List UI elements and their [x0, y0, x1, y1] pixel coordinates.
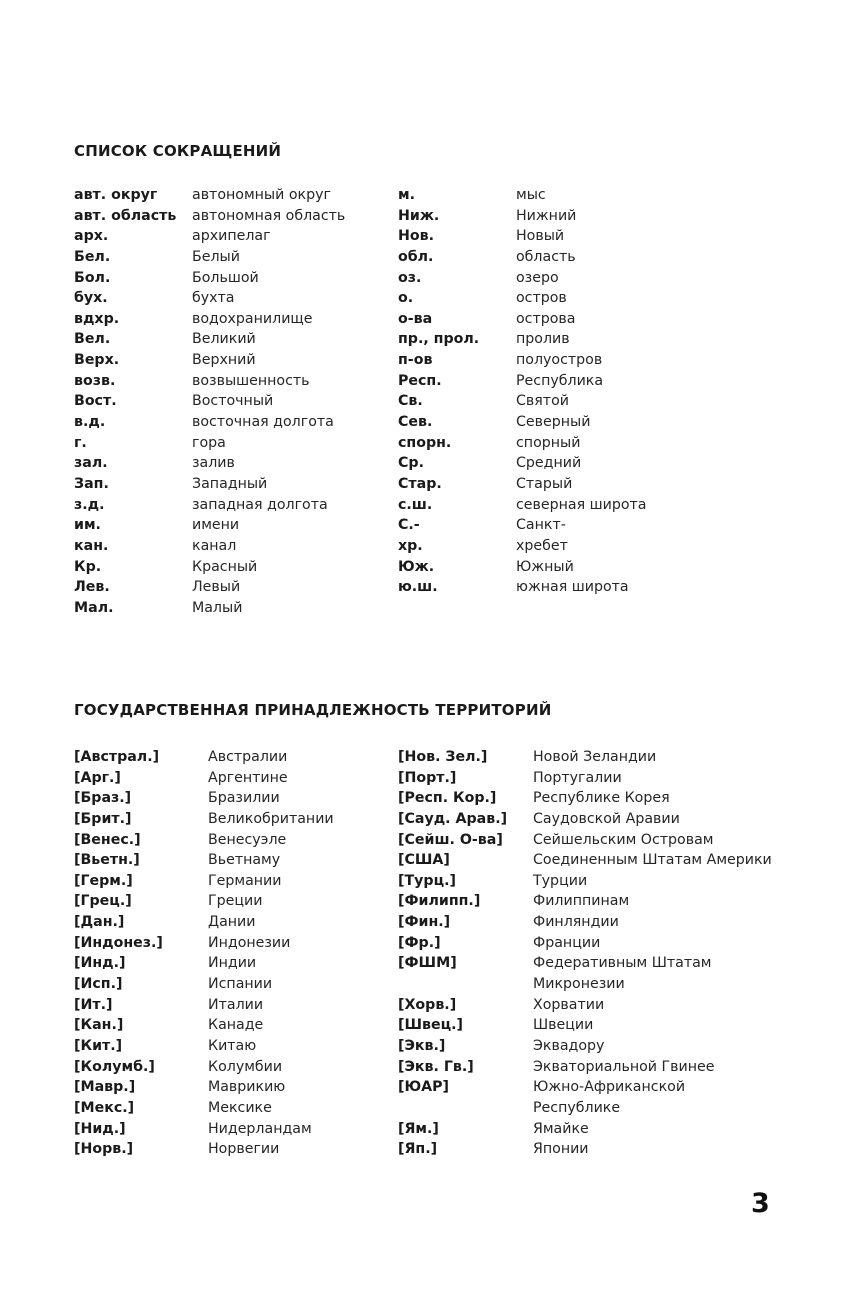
abbreviation: п-ов [398, 352, 433, 369]
territories-heading: ГОСУДАРСТВЕННАЯ ПРИНАДЛЕЖНОСТЬ ТЕРРИТОРИЙ [74, 701, 552, 719]
abbreviation-meaning: Индии [208, 955, 257, 972]
abbreviation-meaning: Германии [208, 872, 282, 889]
abbreviation-meaning: Федеративным Штатам [533, 955, 712, 972]
abbreviation-meaning: Старый [516, 475, 573, 492]
list-item [74, 1119, 394, 1140]
list-item [74, 247, 394, 268]
list-item [74, 226, 394, 247]
abbreviation: [Браз.] [74, 790, 132, 807]
abbreviation-meaning: южная широта [516, 579, 629, 596]
list-item [398, 1036, 818, 1057]
list-item [74, 371, 394, 392]
abbreviation-meaning: Белый [192, 248, 240, 265]
abbreviation: арх. [74, 228, 109, 245]
abbreviation-meaning: Южный [516, 558, 574, 575]
list-item [74, 598, 394, 619]
abbreviation-meaning: Дании [208, 914, 256, 931]
list-item [398, 350, 738, 371]
abbreviation: [Нов. Зел.] [398, 749, 488, 765]
abbreviation-meaning: Финляндии [533, 914, 619, 931]
list-item [74, 474, 394, 495]
abbreviation-meaning: Малый [192, 599, 243, 616]
abbreviation-meaning: Средний [516, 455, 582, 472]
abbreviation: [Нид.] [74, 1120, 126, 1137]
abbreviation-meaning: Греции [208, 893, 263, 910]
abbreviation-meaning: Верхний [192, 352, 256, 369]
list-item [398, 206, 738, 227]
abbreviation: [Ит.] [74, 996, 113, 1013]
list-item [398, 515, 738, 536]
abbreviation-meaning: имени [192, 517, 240, 534]
list-item [74, 1098, 394, 1119]
abbreviation: [Арг.] [74, 769, 121, 786]
abbreviation-meaning: гора [192, 434, 226, 451]
list-item [398, 830, 818, 851]
list-item [398, 412, 738, 433]
abbreviation: [Индонез.] [74, 934, 163, 951]
abbreviation-meaning: Канаде [208, 1017, 264, 1034]
abbreviation-meaning: Индонезии [208, 934, 291, 951]
abbreviation: [Брит.] [74, 810, 132, 827]
abbreviation: Вел. [74, 331, 111, 348]
abbreviation: [Филипп.] [398, 893, 481, 910]
abbreviation: [Сейш. О-ва] [398, 831, 503, 848]
abbreviation: С.- [398, 517, 420, 534]
abbreviation: [Фр.] [398, 934, 441, 951]
list-item [74, 747, 394, 768]
abbreviation-meaning: залив [192, 455, 235, 472]
abbreviation-meaning: Сейшельским Островам [533, 831, 714, 848]
abbreviation-meaning: возвышенность [192, 372, 310, 389]
list-item [398, 433, 738, 454]
abbreviation-meaning: канал [192, 537, 237, 554]
list-item [74, 933, 394, 954]
abbreviation-meaning: остров [516, 290, 567, 307]
list-item [74, 809, 394, 830]
abbreviation-meaning: Японии [533, 1141, 589, 1158]
abbreviation: зал. [74, 455, 108, 472]
abbreviation: Сев. [398, 414, 433, 431]
abbreviation-meaning: бухта [192, 290, 235, 307]
list-item [398, 1077, 818, 1098]
list-item [398, 474, 738, 495]
abbreviation-meaning: Южно-Африканской [533, 1079, 686, 1096]
list-item [398, 1139, 818, 1160]
list-item [74, 412, 394, 433]
abbreviation: [Яп.] [398, 1141, 438, 1158]
abbreviation: ю.ш. [398, 579, 438, 596]
list-item [74, 433, 394, 454]
abbreviations-list-right [398, 185, 738, 598]
abbreviation: Бел. [74, 248, 111, 265]
abbreviation-meaning: Китаю [208, 1037, 257, 1054]
abbreviation: [Норв.] [74, 1141, 134, 1158]
list-item [398, 891, 818, 912]
abbreviation: [Герм.] [74, 872, 133, 889]
abbreviation: бух. [74, 290, 108, 307]
list-item [74, 391, 394, 412]
abbreviation: з.д. [74, 496, 105, 513]
list-item [74, 309, 394, 330]
abbreviation: [Венес.] [74, 831, 141, 848]
abbreviation: вдхр. [74, 310, 120, 327]
list-item [398, 309, 738, 330]
abbreviation: им. [74, 517, 101, 534]
abbreviation-meaning: Республике Корея [533, 790, 670, 807]
abbreviation-meaning: хребет [516, 537, 568, 554]
abbreviation: [Турц.] [398, 872, 456, 889]
abbreviation-meaning: Мексике [208, 1099, 272, 1116]
abbreviation-meaning: Великий [192, 331, 256, 348]
abbreviation-meaning: озеро [516, 269, 559, 286]
abbreviation-meaning: Новый [516, 228, 565, 245]
abbreviation-meaning: область [516, 248, 576, 265]
list-item [398, 371, 738, 392]
abbreviation-meaning: Австралии [208, 749, 288, 765]
abbreviation: Нов. [398, 228, 434, 245]
abbreviation-meaning: Микронезии [533, 976, 625, 993]
abbreviation-meaning: Колумбии [208, 1058, 283, 1075]
list-item [398, 995, 818, 1016]
abbreviation: г. [74, 434, 87, 451]
abbreviation: пр., прол. [398, 331, 480, 348]
list-item [74, 1036, 394, 1057]
abbreviation-meaning: Левый [192, 579, 241, 596]
abbreviation-meaning: Маврикию [208, 1079, 286, 1096]
abbreviation-meaning: Испании [208, 976, 273, 993]
list-item [398, 912, 818, 933]
abbreviation-meaning: мыс [516, 187, 546, 203]
abbreviation-meaning: архипелаг [192, 228, 271, 245]
list-item [398, 809, 818, 830]
page-number: 3 [751, 1188, 770, 1219]
list-item [74, 495, 394, 516]
abbreviation: Юж. [398, 558, 435, 575]
abbreviation: [Экв.] [398, 1037, 446, 1054]
abbreviation: [Сауд. Арав.] [398, 810, 508, 827]
abbreviation-meaning: Санкт- [516, 517, 566, 534]
abbreviation: о. [398, 290, 414, 307]
list-item [398, 871, 818, 892]
abbreviation-meaning: пролив [516, 331, 570, 348]
abbreviation: оз. [398, 269, 422, 286]
list-item [74, 185, 394, 206]
abbreviation: Ср. [398, 455, 424, 472]
abbreviation: авт. округ [74, 187, 158, 203]
list-item [398, 1015, 818, 1036]
abbreviations-heading: СПИСОК СОКРАЩЕНИЙ [74, 142, 282, 160]
list-item [398, 557, 738, 578]
abbreviation-meaning: Филиппинам [533, 893, 630, 910]
list-item [74, 1139, 394, 1160]
list-item [74, 557, 394, 578]
list-item [398, 268, 738, 289]
abbreviation-meaning: северная широта [516, 496, 647, 513]
abbreviation: [Кит.] [74, 1037, 123, 1054]
abbreviation: Мал. [74, 599, 114, 616]
abbreviation: Респ. [398, 372, 442, 389]
abbreviation-meaning: Соединенным Штатам Америки [533, 852, 772, 869]
abbreviation-meaning: Республике [533, 1099, 621, 1116]
abbreviation: спорн. [398, 434, 452, 451]
abbreviation: Бол. [74, 269, 111, 286]
abbreviation-meaning: Западный [192, 475, 268, 492]
abbreviation-meaning: Красный [192, 558, 258, 575]
list-item [74, 1057, 394, 1078]
abbreviation-meaning: Швеции [533, 1017, 594, 1034]
abbreviation-meaning: Экваториальной Гвинее [533, 1058, 715, 1075]
abbreviation: [Ям.] [398, 1120, 439, 1137]
abbreviation: хр. [398, 537, 423, 554]
list-item [398, 747, 818, 768]
abbreviation: м. [398, 187, 415, 203]
abbreviation-meaning: Франции [533, 934, 601, 951]
abbreviation: Св. [398, 393, 423, 410]
abbreviation-meaning: западная долгота [192, 496, 328, 513]
abbreviations-list-left [74, 185, 394, 618]
abbreviation: Ниж. [398, 207, 440, 224]
abbreviation: Кр. [74, 558, 102, 575]
list-item [398, 536, 738, 557]
abbreviation-meaning: Нидерландам [208, 1120, 312, 1137]
list-item [74, 891, 394, 912]
list-item [398, 1119, 818, 1140]
abbreviation: [Вьетн.] [74, 852, 140, 869]
abbreviation: [Фин.] [398, 914, 451, 931]
list-item [74, 788, 394, 809]
list-item [398, 788, 818, 809]
abbreviation: в.д. [74, 414, 106, 431]
abbreviation-meaning: Эквадору [533, 1037, 605, 1054]
list-item [74, 515, 394, 536]
abbreviation-meaning: восточная долгота [192, 414, 334, 431]
abbreviation: [Экв. Гв.] [398, 1058, 474, 1075]
abbreviation-meaning: Италии [208, 996, 264, 1013]
abbreviation: [Респ. Кор.] [398, 790, 497, 807]
abbreviation-meaning: острова [516, 310, 576, 327]
abbreviation-meaning: автономная область [192, 207, 346, 224]
abbreviation-meaning: автономный округ [192, 187, 331, 203]
list-item [74, 871, 394, 892]
abbreviation: [Швец.] [398, 1017, 464, 1034]
list-item [398, 391, 738, 412]
list-item [398, 953, 818, 974]
list-item [74, 536, 394, 557]
abbreviation: с.ш. [398, 496, 433, 513]
list-item [398, 453, 738, 474]
list-item [74, 206, 394, 227]
abbreviation: [Австрал.] [74, 749, 160, 765]
abbreviation: о-ва [398, 310, 433, 327]
abbreviation: Лев. [74, 579, 110, 596]
list-item [74, 453, 394, 474]
list-item [74, 974, 394, 995]
abbreviation-meaning: Северный [516, 414, 591, 431]
list-item [398, 226, 738, 247]
list-item [74, 329, 394, 350]
list-item [398, 288, 738, 309]
list-item [398, 1057, 818, 1078]
abbreviation: Верх. [74, 352, 120, 369]
abbreviation: [Мекс.] [74, 1099, 135, 1116]
list-item [74, 850, 394, 871]
abbreviation-meaning: Саудовской Аравии [533, 810, 680, 827]
list-item [398, 577, 738, 598]
abbreviation: [США] [398, 852, 450, 869]
abbreviation-meaning: Хорватии [533, 996, 605, 1013]
abbreviation-meaning: Португалии [533, 769, 622, 786]
abbreviation-meaning: спорный [516, 434, 581, 451]
list-item [74, 1015, 394, 1036]
territories-list-right [398, 747, 818, 1160]
abbreviation-meaning: Республика [516, 372, 604, 389]
abbreviation-meaning: Новой Зеландии [533, 749, 657, 765]
abbreviation: [Хорв.] [398, 996, 457, 1013]
list-item [398, 495, 738, 516]
list-item [398, 247, 738, 268]
abbreviation-meaning: водохранилище [192, 310, 313, 327]
abbreviation-meaning: Венесуэле [208, 831, 287, 848]
list-item [74, 953, 394, 974]
abbreviation-meaning: Большой [192, 269, 259, 286]
abbreviation-meaning: полуостров [516, 352, 603, 369]
list-item [74, 350, 394, 371]
abbreviation: [Грец.] [74, 893, 132, 910]
abbreviation: [Порт.] [398, 769, 457, 786]
abbreviation-meaning: Вьетнаму [208, 852, 281, 869]
list-item [398, 974, 818, 995]
abbreviation: [Инд.] [74, 955, 126, 972]
abbreviation-meaning: Великобритании [208, 810, 334, 827]
abbreviation: [Кан.] [74, 1017, 124, 1034]
abbreviation: обл. [398, 248, 434, 265]
abbreviation: Вост. [74, 393, 117, 410]
abbreviation: [ФШМ] [398, 955, 457, 972]
abbreviation: [Колумб.] [74, 1058, 155, 1075]
abbreviation-meaning: Восточный [192, 393, 274, 410]
list-item [74, 268, 394, 289]
list-item [74, 1077, 394, 1098]
abbreviation: кан. [74, 537, 109, 554]
list-item [74, 995, 394, 1016]
abbreviation: [ЮАР] [398, 1079, 450, 1096]
abbreviation-meaning: Ямайке [533, 1120, 589, 1137]
list-item [74, 288, 394, 309]
abbreviation-meaning: Турции [533, 872, 588, 889]
list-item [398, 850, 818, 871]
list-item [74, 830, 394, 851]
abbreviation: [Дан.] [74, 914, 125, 931]
list-item [398, 185, 738, 206]
list-item [398, 933, 818, 954]
abbreviation: авт. область [74, 207, 177, 224]
abbreviation: [Исп.] [74, 976, 123, 993]
abbreviation: Стар. [398, 475, 442, 492]
abbreviation: Зап. [74, 475, 109, 492]
list-item [398, 1098, 818, 1119]
list-item [398, 768, 818, 789]
abbreviation-meaning: Святой [516, 393, 569, 410]
list-item [74, 912, 394, 933]
abbreviation-meaning: Аргентине [208, 769, 288, 786]
territories-list-left [74, 747, 394, 1160]
abbreviation-meaning: Норвегии [208, 1141, 280, 1158]
abbreviation-meaning: Нижний [516, 207, 577, 224]
abbreviation: возв. [74, 372, 116, 389]
list-item [74, 768, 394, 789]
abbreviation-meaning: Бразилии [208, 790, 280, 807]
list-item [74, 577, 394, 598]
abbreviation: [Мавр.] [74, 1079, 136, 1096]
list-item [398, 329, 738, 350]
